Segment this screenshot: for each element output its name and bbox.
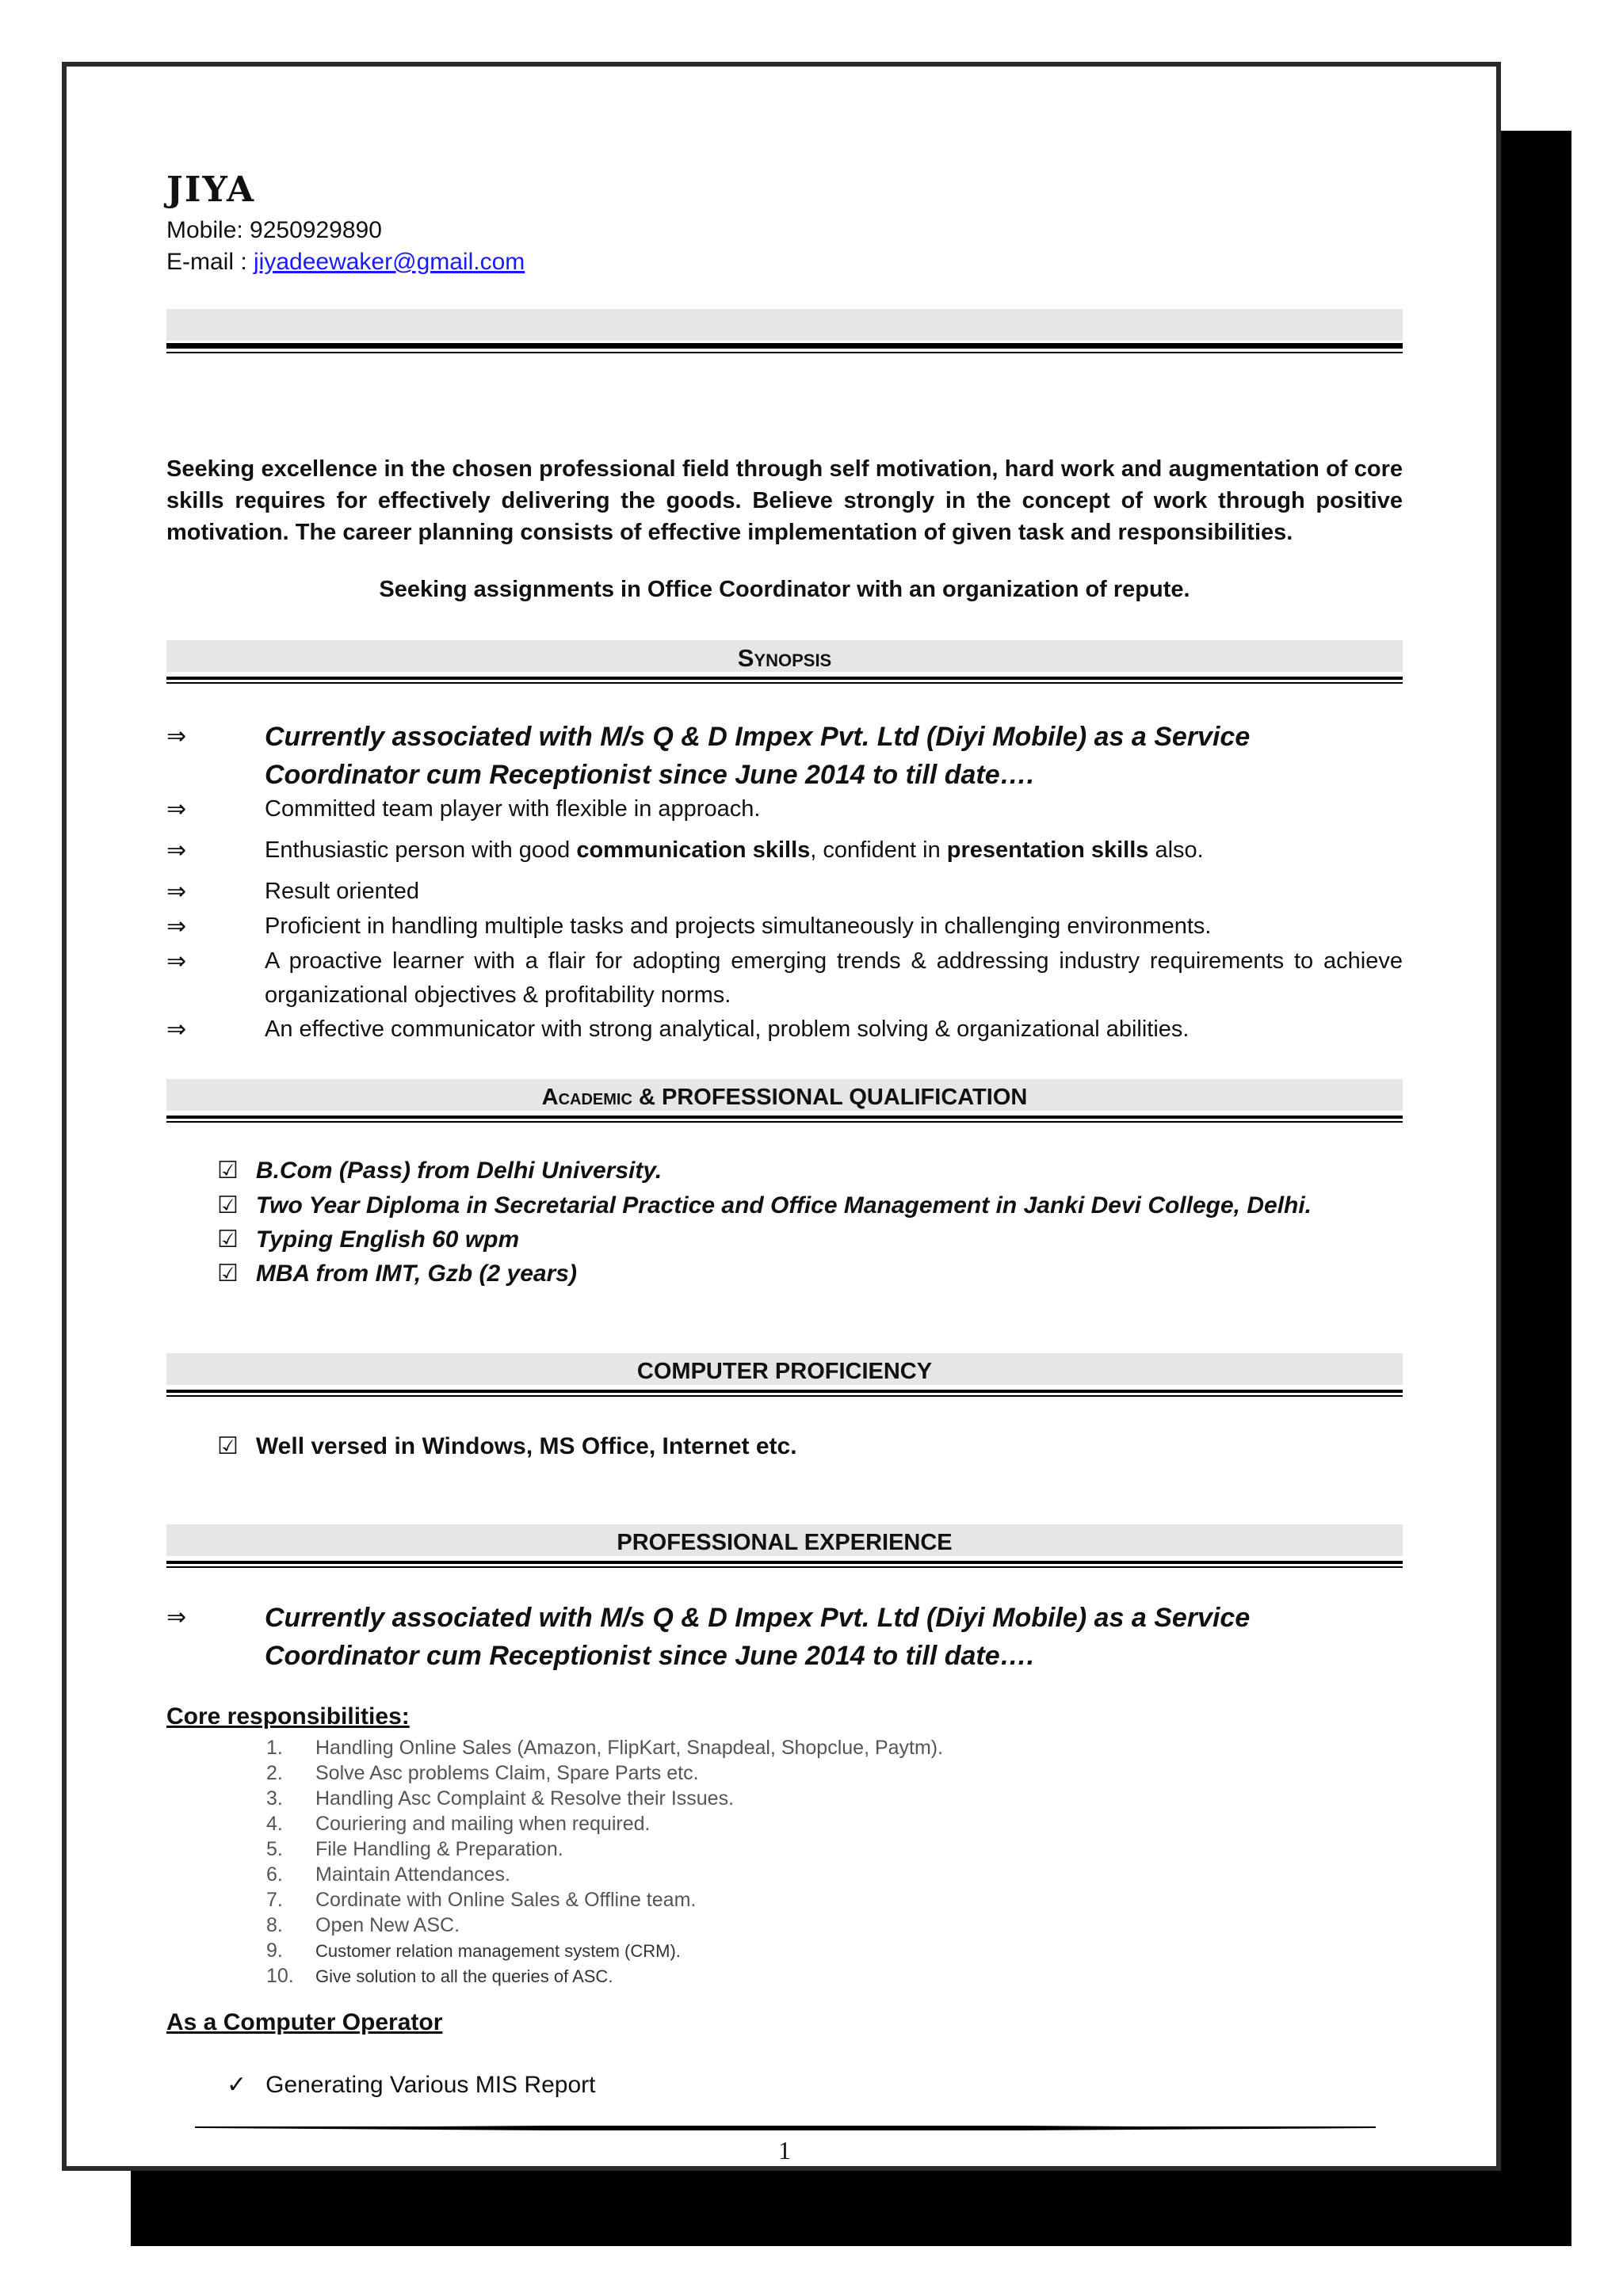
candidate-name: JIYA [166,170,256,210]
list-item: 4. Couriering and mailing when required. [266,1813,651,1835]
list-item: 7. Cordinate with Online Sales & Offline team. [266,1889,697,1911]
experience-item: ⇒ Currently associated with M/s Q & D Impex Pvt. Ltd (Diyi Mobile) as a Service Coordinator cum Receptionist since June 2014 to till date…. [166,1599,1403,1675]
section-header-academic [166,1079,1403,1123]
checkmark-icon: ✓ [227,2072,247,2098]
qualification-item: ☑ MBA from IMT, Gzb (2 years) [217,1261,577,1287]
section-title: COMPUTER PROFICIENCY [636,1359,933,1384]
qualification-item: ☑ Two Year Diploma in Secretarial Practice and Office Management in Janki Devi College, Delhi. [217,1192,1312,1219]
section-title: Synopsis [737,644,832,672]
page-number: 1 [778,2136,791,2164]
computer-skill-item: ☑ Well versed in Windows, MS Office, Internet etc. [217,1433,797,1459]
checkbox-icon: ☑ [217,1192,239,1219]
arrow-icon: ⇒ [166,879,187,905]
synopsis-item: ⇒ Currently associated with M/s Q & D Impex Pvt. Ltd (Diyi Mobile) as a Service Coordinator cum Receptionist since June 2014 to till date…. [166,718,1403,794]
synopsis-item: ⇒ Committed team player with flexible in approach. [166,792,1403,826]
synopsis-item: ⇒ Result oriented [166,875,1403,909]
list-item: 10. Give solution to all the queries of ASC. [266,1965,613,1987]
list-item: 3. Handling Asc Complaint & Resolve their Issues. [266,1787,735,1810]
arrow-icon: ⇒ [166,1016,187,1043]
checkbox-icon: ☑ [217,1433,239,1459]
mobile-number: 9250929890 [250,217,382,243]
arrow-icon: ⇒ [166,1604,187,1630]
section-title: Academic & PROFESSIONAL QUALIFICATION [541,1085,1028,1110]
divider-band [166,309,1403,341]
arrow-icon: ⇒ [166,948,187,974]
arrow-icon: ⇒ [166,837,187,864]
section-header-synopsis [166,640,1403,684]
career-objective: Seeking excellence in the chosen professional field through self motivation, hard work and augmentation of core skills requires for effectively delivering the goods. Believe strongly in the concept of work through positive motivation. The career planning consists of effective implementation of given task and responsibilities. [166,456,1403,545]
header-divider [166,309,1403,353]
section-header-experience [166,1524,1403,1568]
divider-line [166,352,1403,353]
footer-divider [195,2126,1376,2128]
synopsis-item: ⇒ Enthusiastic person with good communication skills, confident in presentation skills also. [166,833,1403,868]
divider-line [166,343,1403,349]
list-item: 6. Maintain Attendances. [266,1863,510,1886]
resume-page [62,62,1501,2171]
arrow-icon: ⇒ [166,796,187,822]
list-item: 9. Customer relation management system (CRM). [266,1939,681,1962]
arrow-icon: ⇒ [166,723,187,749]
operator-item: ✓ Generating Various MIS Report [227,2072,596,2098]
email-line: E-mail : jiyadeewaker@gmail.com [166,249,525,275]
qualification-item: ☑ Typing English 60 wpm [217,1226,520,1253]
list-item: 2. Solve Asc problems Claim, Spare Parts etc. [266,1762,699,1784]
list-item: 5. File Handling & Preparation. [266,1838,563,1860]
seeking-statement: Seeking assignments in Office Coordinator with an organization of repute. [379,577,1190,602]
arrow-icon: ⇒ [166,913,187,940]
mobile-line: Mobile: 9250929890 [166,217,382,243]
list-item: 1. Handling Online Sales (Amazon, FlipKart, Snapdeal, Shopclue, Paytm). [266,1737,944,1759]
checkbox-icon: ☑ [217,1261,239,1287]
checkbox-icon: ☑ [217,1158,239,1184]
qualification-item: ☑ B.Com (Pass) from Delhi University. [217,1158,663,1184]
checkbox-icon: ☑ [217,1226,239,1253]
synopsis-item: ⇒ Proficient in handling multiple tasks and projects simultaneously in challenging environments. [166,910,1403,944]
core-responsibilities-heading: Core responsibilities: [166,1703,410,1730]
responsibilities-list [266,1735,943,1989]
list-item: 8. Open New ASC. [266,1914,460,1936]
synopsis-item: ⇒ A proactive learner with a flair for adopting emerging trends & addressing industry requirements to achieve organizational objectives & profitability norms. [166,944,1403,1013]
section-title: PROFESSIONAL EXPERIENCE [617,1530,953,1555]
footer-divider [195,2124,1376,2132]
synopsis-item: ⇒ An effective communicator with strong analytical, problem solving & organizational abilities. [166,1013,1403,1047]
section-header-computer [166,1353,1403,1397]
computer-operator-heading: As a Computer Operator [166,2009,443,2035]
email-link[interactable]: jiyadeewaker@gmail.com [254,249,525,275]
